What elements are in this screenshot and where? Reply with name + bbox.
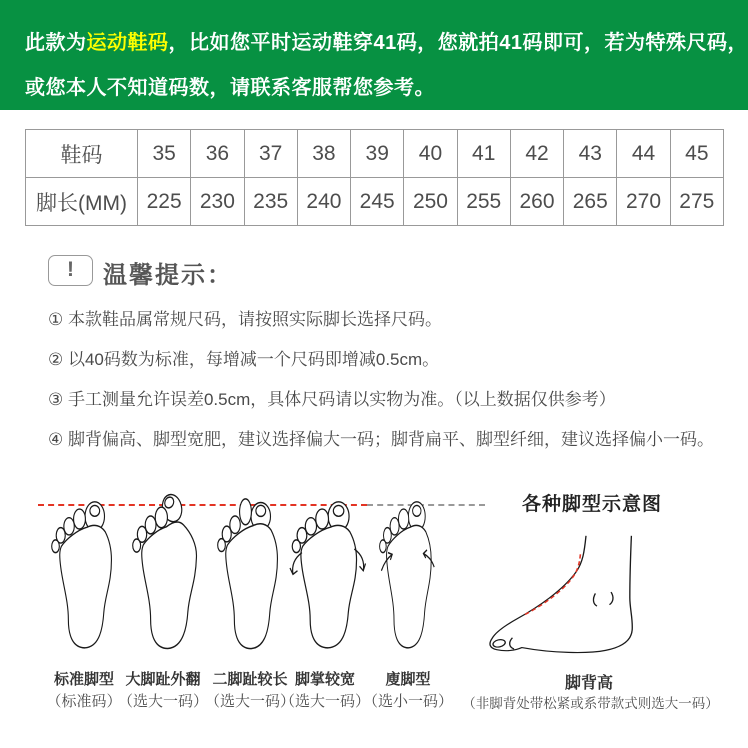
size-cell: 35 (138, 130, 191, 178)
size-cell: 39 (351, 130, 404, 178)
tips-title: 温馨提示： (103, 262, 233, 289)
size-cell: 38 (297, 130, 350, 178)
foot-type-sublabel: （标准码） (46, 693, 122, 710)
table-row-foot-length (26, 178, 724, 226)
length-cell: 265 (564, 178, 617, 226)
tip-item-1: ① 本款鞋品属常规尺码，请按照实际脚长选择尺码。 (48, 310, 442, 329)
foot-thin-illustration (379, 500, 436, 656)
length-cell: 230 (191, 178, 244, 226)
size-cell: 41 (457, 130, 510, 178)
foot-type-label: 大脚趾外翻 (125, 671, 201, 688)
size-cell: 45 (670, 130, 723, 178)
length-cell: 240 (297, 178, 350, 226)
banner-line-1: 此款为运动鞋码，比如您平时运动鞋穿41码，您就拍41码即可，若为特殊尺码， (25, 32, 748, 54)
size-cell: 36 (191, 130, 244, 178)
table-row-shoe-size (26, 130, 724, 178)
foot-wide-illustration (287, 500, 367, 656)
tip-item-2: ② 以40码数为标准，每增减一个尺码即增减0.5cm。 (48, 350, 440, 369)
instep-height-note: （非脚背处带松紧或系带款式则选大一码） (462, 696, 719, 711)
tips-list (48, 310, 738, 470)
size-cell: 42 (510, 130, 563, 178)
exclamation-icon: ! (48, 255, 93, 286)
row-header-foot-length: 脚长(MM) (26, 178, 138, 226)
foot-type-label: 廋脚型 (385, 671, 431, 688)
foot-long-second-toe-illustration (217, 497, 283, 656)
foot-type-label: 二脚趾较长 (212, 671, 288, 688)
row-header-shoe-size: 鞋码 (26, 130, 138, 178)
foot-type-label: 脚掌较宽 (294, 671, 355, 688)
length-cell: 250 (404, 178, 457, 226)
foot-type-sublabel: （选大一码） (204, 693, 295, 710)
banner-line-2: 或您本人不知道码数，请联系客服帮您参考。 (25, 77, 435, 99)
length-cell: 235 (244, 178, 297, 226)
instep-height-dashed-line (525, 553, 581, 615)
size-cell: 40 (404, 130, 457, 178)
foot-type-sublabel: （选大一码） (117, 693, 208, 710)
length-cell: 260 (510, 178, 563, 226)
foot-hallux-valgus-illustration (132, 495, 200, 656)
size-cell: 43 (564, 130, 617, 178)
length-cell: 245 (351, 178, 404, 226)
tip-item-3: ③ 手工测量允许误差0.5cm，具体尺码请以实物为准。（以上数据仅供参考） (48, 390, 616, 409)
foot-standard-illustration (51, 500, 117, 656)
diagram-title: 各种脚型示意图 (521, 494, 662, 515)
size-cell: 44 (617, 130, 670, 178)
foot-type-label: 标准脚型 (53, 671, 114, 688)
banner-highlight: 运动鞋码 (86, 32, 169, 54)
size-cell: 37 (244, 130, 297, 178)
length-cell: 270 (617, 178, 670, 226)
foot-side-profile-illustration (478, 533, 658, 656)
instep-height-label: 脚背高 (564, 675, 613, 692)
foot-type-sublabel: （选大一码） (279, 693, 370, 710)
length-cell: 225 (138, 178, 191, 226)
size-chart-table (25, 129, 724, 226)
tip-item-4: ④ 脚背偏高、脚型宽肥，建议选择偏大一码；脚背扁平、脚型纤细，建议选择偏小一码。 (48, 430, 714, 449)
length-cell: 275 (670, 178, 723, 226)
length-cell: 255 (457, 178, 510, 226)
foot-type-sublabel: （选小一码） (362, 693, 453, 710)
size-notice-banner (0, 0, 748, 110)
